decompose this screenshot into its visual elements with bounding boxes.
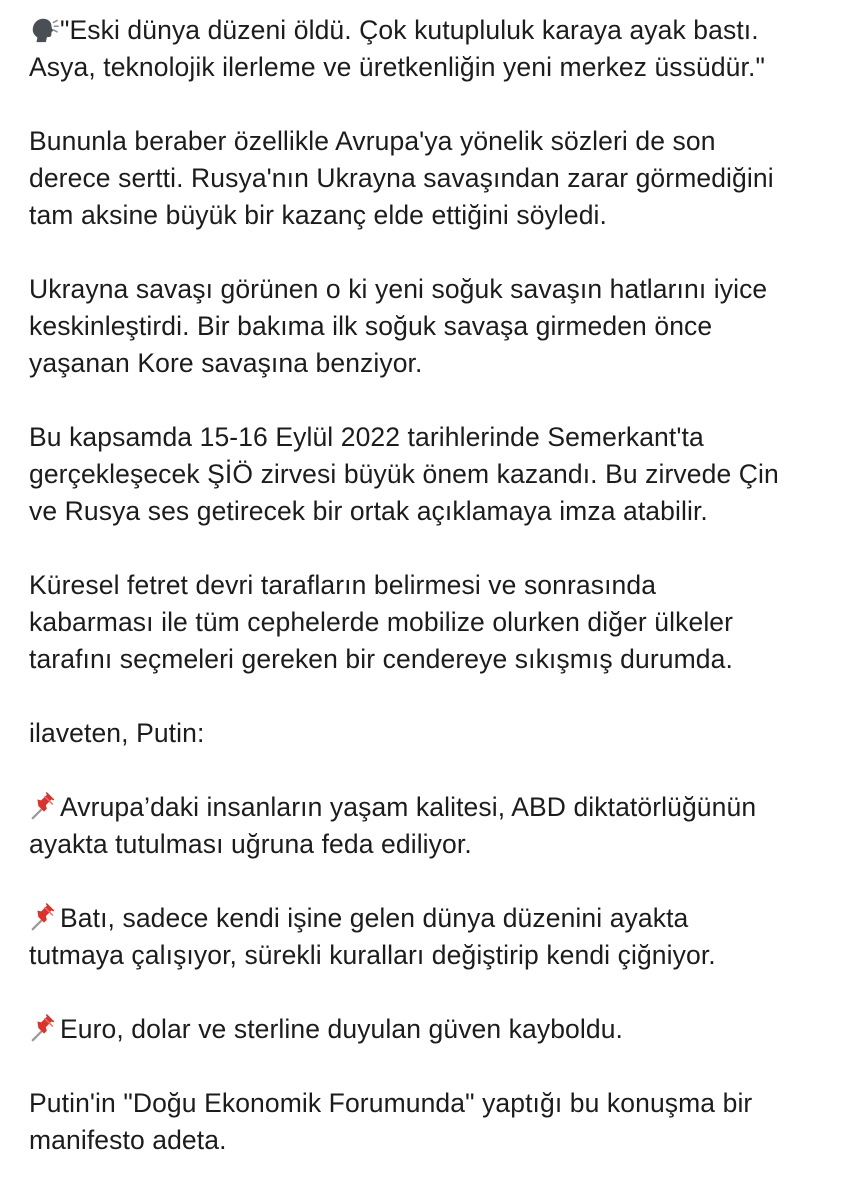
text-line: Asya, teknolojik ilerleme ve üretkenliğin yeni merkez üssüdür." — [29, 52, 765, 82]
text-line: tutmaya çalışıyor, sürekli kuralları değiştirip kendi çiğniyor. — [29, 940, 716, 970]
paragraph — [29, 271, 844, 382]
text-line: ilaveten, Putin: — [29, 718, 205, 748]
paragraph-quote — [29, 12, 844, 86]
text-line: Avrupa’daki insanların yaşam kalitesi, ABD diktatörlüğünün — [29, 789, 844, 826]
text-line: Ukrayna savaşı görünen o ki yeni soğuk savaşın hatlarını iyice — [29, 274, 768, 304]
text-line: ve Rusya ses getirecek bir ortak açıklamaya imza atabilir. — [29, 496, 708, 526]
bullet-item — [29, 789, 844, 863]
text-line: tam aksine büyük bir kazanç elde ettiğini söyledi. — [29, 200, 607, 230]
text-line: kabarması ile tüm cephelerde mobilize olurken diğer ülkeler — [29, 607, 734, 637]
text-line: keskinleştirdi. Bir bakıma ilk soğuk savaşa girmeden önce — [29, 311, 713, 341]
text-line: manifesto adeta. — [29, 1125, 227, 1155]
text-line: Batı, sadece kendi işine gelen dünya düzenini ayakta — [29, 900, 844, 937]
pushpin-icon — [29, 791, 59, 821]
text-line: "Eski dünya düzeni öldü. Çok kutupluluk karaya ayak bastı. — [29, 12, 844, 49]
text-line: Putin'in "Doğu Ekonomik Forumunda" yaptığı bu konuşma bir — [29, 1088, 753, 1118]
text-line: Bu kapsamda 15-16 Eylül 2022 tarihlerinde Semerkant'ta — [29, 422, 704, 452]
bullet-item — [29, 1011, 844, 1048]
text-line: tarafını seçmeleri gereken bir cendereye sıkışmış durumda. — [29, 644, 733, 674]
text-line: ayakta tutulması uğruna feda ediliyor. — [29, 829, 472, 859]
text-line: yaşanan Kore savaşına benziyor. — [29, 348, 423, 378]
paragraph-closing — [29, 1085, 844, 1159]
text-line: Bununla beraber özellikle Avrupa'ya yönelik sözleri de son — [29, 126, 716, 156]
text-line: gerçekleşecek ŞİÖ zirvesi büyük önem kazandı. Bu zirvede Çin — [29, 459, 779, 489]
bullet-item — [29, 900, 844, 974]
speaking-head-icon — [29, 14, 59, 44]
paragraph — [29, 567, 844, 678]
pushpin-icon — [29, 902, 59, 932]
text-line: Euro, dolar ve sterline duyulan güven kayboldu. — [29, 1011, 844, 1048]
text-line: Küresel fetret devri tarafların belirmesi ve sonrasında — [29, 570, 657, 600]
paragraph — [29, 123, 844, 234]
pushpin-icon — [29, 1013, 59, 1043]
post-body — [29, 12, 844, 1159]
paragraph — [29, 715, 844, 752]
text-line: derece sertti. Rusya'nın Ukrayna savaşından zarar görmediğini — [29, 163, 774, 193]
paragraph — [29, 419, 844, 530]
